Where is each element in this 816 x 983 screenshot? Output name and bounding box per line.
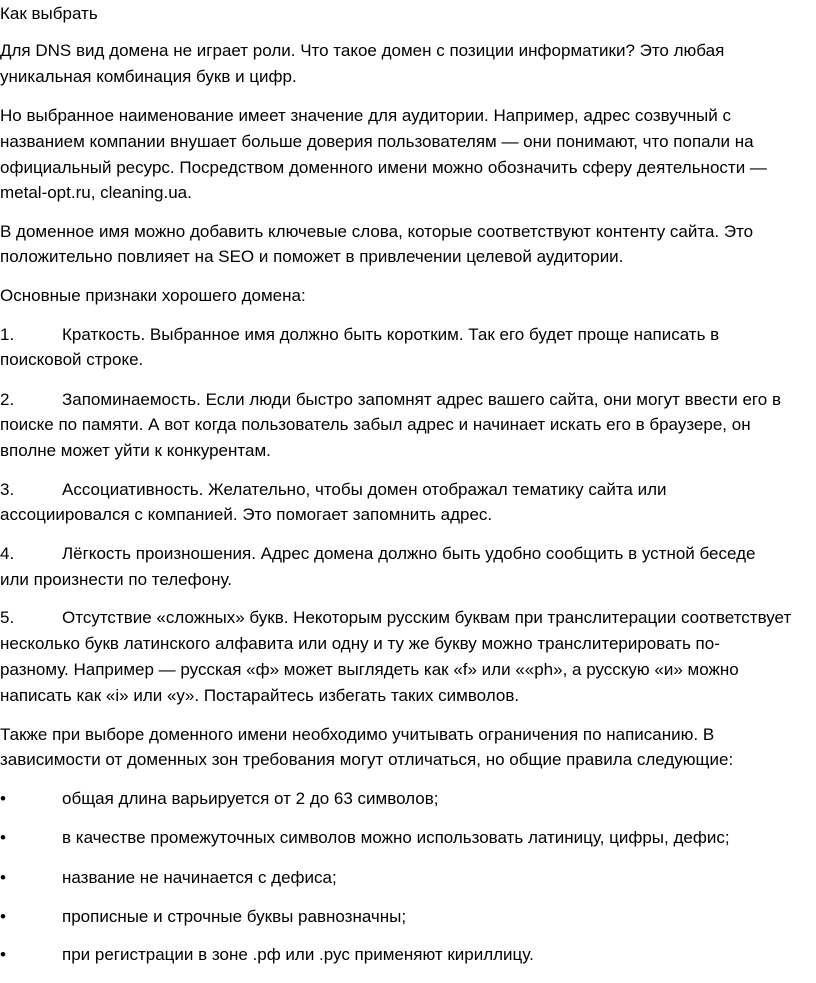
item-number: 5. xyxy=(0,608,15,627)
item-number: 2. xyxy=(0,390,15,409)
bullet-text: прописные и строчные буквы равнозначны; xyxy=(62,907,407,926)
paragraph-line: Но выбранное наименование имеет значение для аудитории. Например, адрес созвучный с xyxy=(0,106,731,125)
item-text: Отсутствие «сложных» букв. Некоторым русским буквам при транслитерации соответствует xyxy=(62,608,792,627)
paragraph-line: положительно повлияет на SEO и поможет в привлечении целевой аудитории. xyxy=(0,247,624,266)
item-text: вполне может уйти к конкурентам. xyxy=(0,441,271,460)
item-text: поиске по памяти. А вот когда пользователь забыл адрес и начинает искать его в браузере, он xyxy=(0,415,751,434)
bullet-icon: • xyxy=(0,789,6,808)
paragraph-line: metal-opt.ru, cleaning.ua. xyxy=(0,183,192,202)
item-text: разному. Например — русская «ф» может выглядеть как «f» или ««ph», а русскую «и» можно xyxy=(0,660,739,679)
item-text: Ассоциативность. Желательно, чтобы домен отображал тематику сайта или xyxy=(62,480,667,499)
item-text: Лёгкость произношения. Адрес домена должно быть удобно сообщить в устной беседе xyxy=(62,544,756,563)
bullet-text: при регистрации в зоне .рф или .рус применяют кириллицу. xyxy=(62,945,534,964)
bullet-icon: • xyxy=(0,907,6,926)
paragraph-line: уникальная комбинация букв и цифр. xyxy=(0,67,297,86)
bullet-icon: • xyxy=(0,945,6,964)
paragraph-line: зависимости от доменных зон требования могут отличаться, но общие правила следующие: xyxy=(0,750,734,769)
item-text: написать как «i» или «y». Постарайтесь избегать таких символов. xyxy=(0,686,520,705)
paragraph-line: В доменное имя можно добавить ключевые слова, которые соответствуют контенту сайта. Это xyxy=(0,222,754,241)
bullet-text: название не начинается с дефиса; xyxy=(62,868,337,887)
paragraph-line: Для DNS вид домена не играет роли. Что такое домен с позиции информатики? Это любая xyxy=(0,41,725,60)
item-text: ассоциировался с компанией. Это помогает запомнить адрес. xyxy=(0,505,493,524)
bullet-text: общая длина варьируется от 2 до 63 символов; xyxy=(62,789,439,808)
paragraph-line: Также при выборе доменного имени необходимо учитывать ограничения по написанию. В xyxy=(0,725,715,744)
item-text: или произнести по телефону. xyxy=(0,570,232,589)
bullet-icon: • xyxy=(0,868,6,887)
paragraph-line: официальный ресурс. Посредством доменного имени можно обозначить сферу деятельности — xyxy=(0,158,767,177)
item-number: 1. xyxy=(0,325,15,344)
bullet-icon: • xyxy=(0,828,6,847)
doc-title: Как выбрать xyxy=(0,4,98,23)
item-text: несколько букв латинского алфавита или одну и ту же букву можно транслитерировать по- xyxy=(0,634,720,653)
item-text: поисковой строке. xyxy=(0,350,144,369)
item-number: 3. xyxy=(0,480,15,499)
bullet-text: в качестве промежуточных символов можно использовать латиницу, цифры, дефис; xyxy=(62,828,730,847)
paragraph-line: Основные признаки хорошего домена: xyxy=(0,286,306,305)
item-text: Краткость. Выбранное имя должно быть коротким. Так его будет проще написать в xyxy=(62,325,720,344)
paragraph-line: названием компании внушает больше доверия пользователям — они понимают, что попали на xyxy=(0,132,754,151)
item-number: 4. xyxy=(0,544,15,563)
item-text: Запоминаемость. Если люди быстро запомнят адрес вашего сайта, они могут ввести его в xyxy=(62,390,781,409)
